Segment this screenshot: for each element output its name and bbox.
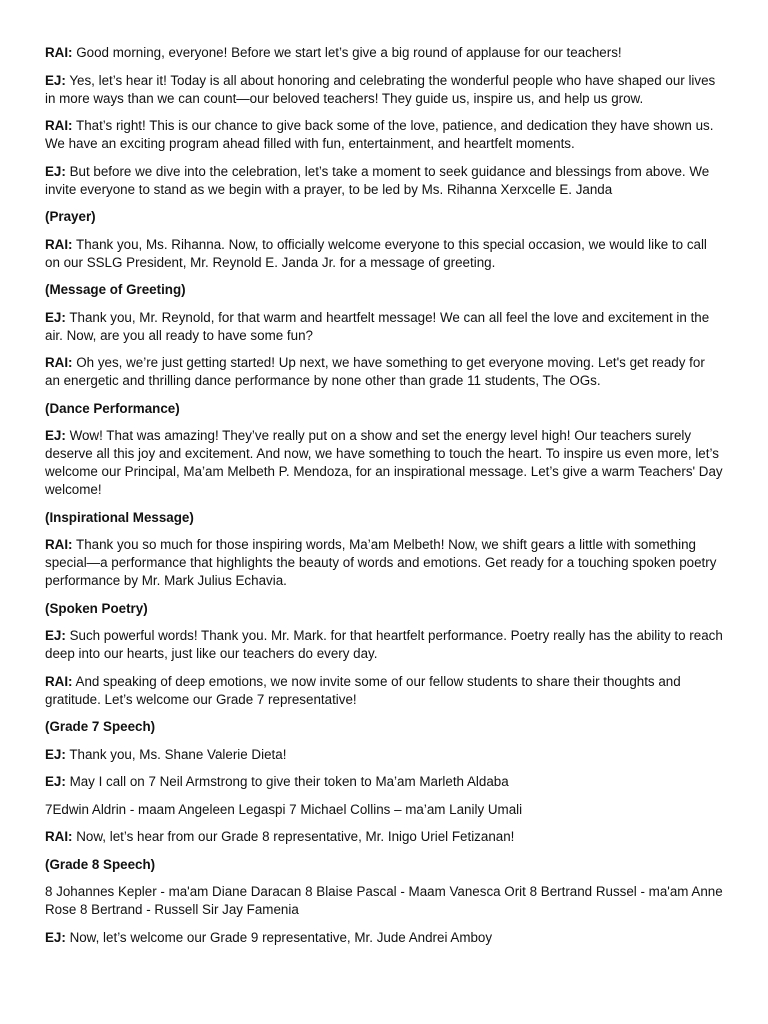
speaker-label: EJ:	[45, 309, 66, 325]
dialogue-text: Yes, let’s hear it! Today is all about honoring and celebrating the wonderful people who have shaped our lives in more ways than we can count—our beloved teachers! They guide us, inspire us, and help us grow.	[45, 72, 716, 106]
stage-cue	[45, 281, 723, 299]
speaker-label: EJ:	[45, 746, 66, 762]
dialogue-line	[45, 44, 723, 62]
speaker-label: EJ:	[45, 929, 66, 945]
dialogue-text: Oh yes, we’re just getting started! Up next, we have something to get everyone moving. Let's get ready for an energetic and thrilling dance performance by none other than grade 11 students, The OGs.	[45, 355, 705, 388]
stage-cue	[45, 856, 723, 874]
dialogue-text: But before we dive into the celebration, let’s take a moment to seek guidance and blessings from above. We invite everyone to stand as we begin with a prayer, to be led by Ms. Rihanna Xerxcelle E. Janda	[45, 163, 710, 197]
dialogue-text: Wow! That was amazing! They’ve really put on a show and set the energy level high! Our teachers surely deserve all this joy and excitement. And now, we have something to touch the heart. To inspire us even more, let’s welcome our Principal, Ma’am Melbeth P. Mendoza, for an inspirational message. Let’s give a warm Teachers' Day welcome!	[45, 428, 723, 497]
stage-cue	[45, 718, 723, 736]
dialogue-text: And speaking of deep emotions, we now invite some of our fellow students to share their thoughts and gratitude. Let’s welcome our Grade 7 representative!	[45, 673, 681, 707]
dialogue-line	[45, 536, 723, 590]
stage-cue	[45, 208, 723, 226]
stage-cue	[45, 509, 723, 527]
dialogue-line	[45, 163, 723, 199]
speaker-label: RAI:	[45, 236, 73, 252]
speaker-label: EJ:	[45, 428, 66, 443]
speaker-label: RAI:	[45, 673, 73, 689]
dialogue-line	[45, 673, 723, 709]
dialogue-line	[45, 236, 723, 272]
script-document	[45, 44, 723, 956]
stage-cue-text: (Prayer)	[45, 209, 96, 224]
speaker-label: RAI:	[45, 537, 73, 552]
dialogue-text: Thank you, Ms. Rihanna. Now, to officially welcome everyone to this special occasion, we would like to call on our SSLG President, Mr. Reynold E. Janda Jr. for a message of greeting.	[45, 236, 707, 270]
dialogue-text: Thank you so much for those inspiring words, Ma’am Melbeth! Now, we shift gears a little with something special—a performance that highlights the beauty of words and emotions. Get ready for a touching spoken poetry performance by Mr. Mark Julius Echavia.	[45, 537, 717, 588]
dialogue-text: Good morning, everyone! Before we start let’s give a big round of applause for our teachers!	[72, 45, 622, 60]
speaker-label: RAI:	[45, 355, 73, 370]
dialogue-text: May I call on 7 Neil Armstrong to give their token to Ma’am Marleth Aldaba	[65, 774, 509, 789]
dialogue-text: Thank you, Mr. Reynold, for that warm and heartfelt message! We can all feel the love and excitement in the air. Now, are you all ready to have some fun?	[45, 309, 710, 343]
plain-line	[45, 801, 723, 819]
speaker-label: EJ:	[45, 163, 66, 179]
speaker-label: EJ:	[45, 628, 66, 643]
dialogue-line	[45, 117, 723, 153]
plain-line-text: 7Edwin Aldrin - maam Angeleen Legaspi 7 Michael Collins – ma’am Lanily Umali	[45, 801, 523, 817]
stage-cue-text: (Dance Performance)	[45, 400, 180, 416]
speaker-label: EJ:	[45, 774, 66, 789]
dialogue-line	[45, 828, 723, 846]
stage-cue	[45, 600, 723, 618]
speaker-label: EJ:	[45, 72, 66, 88]
stage-cue-text: (Inspirational Message)	[45, 509, 194, 525]
dialogue-line	[45, 773, 723, 791]
dialogue-text: Now, let’s welcome our Grade 9 representative, Mr. Jude Andrei Amboy	[65, 929, 493, 945]
dialogue-line	[45, 309, 723, 345]
dialogue-text: Thank you, Ms. Shane Valerie Dieta!	[65, 746, 287, 762]
dialogue-line	[45, 354, 723, 390]
dialogue-line	[45, 929, 723, 947]
dialogue-text: Such powerful words! Thank you. Mr. Mark. for that heartfelt performance. Poetry really has the ability to reach deep into our hearts, just like our teachers do every day.	[45, 628, 723, 661]
stage-cue	[45, 400, 723, 418]
stage-cue-text: (Spoken Poetry)	[45, 600, 148, 616]
dialogue-line	[45, 627, 723, 663]
dialogue-text: That’s right! This is our chance to give back some of the love, patience, and dedication they have shown us. We have an exciting program ahead filled with fun, entertainment, and heartfelt moments.	[45, 118, 714, 151]
speaker-label: RAI:	[45, 118, 73, 133]
speaker-label: RAI:	[45, 45, 73, 60]
stage-cue-text: (Grade 7 Speech)	[45, 719, 156, 734]
dialogue-text: Now, let’s hear from our Grade 8 representative, Mr. Inigo Uriel Fetizanan!	[72, 829, 515, 844]
speaker-label: RAI:	[45, 829, 73, 844]
plain-line	[45, 883, 723, 919]
dialogue-line	[45, 72, 723, 108]
stage-cue-text: (Grade 8 Speech)	[45, 856, 156, 872]
plain-line-text: 8 Johannes Kepler - ma'am Diane Daracan 8 Blaise Pascal - Maam Vanesca Orit 8 Bertrand Russel - ma'am Anne Rose 8 Bertrand - Russell Sir Jay Famenia	[45, 884, 723, 917]
dialogue-line	[45, 746, 723, 764]
stage-cue-text: (Message of Greeting)	[45, 282, 186, 297]
dialogue-line	[45, 427, 723, 499]
